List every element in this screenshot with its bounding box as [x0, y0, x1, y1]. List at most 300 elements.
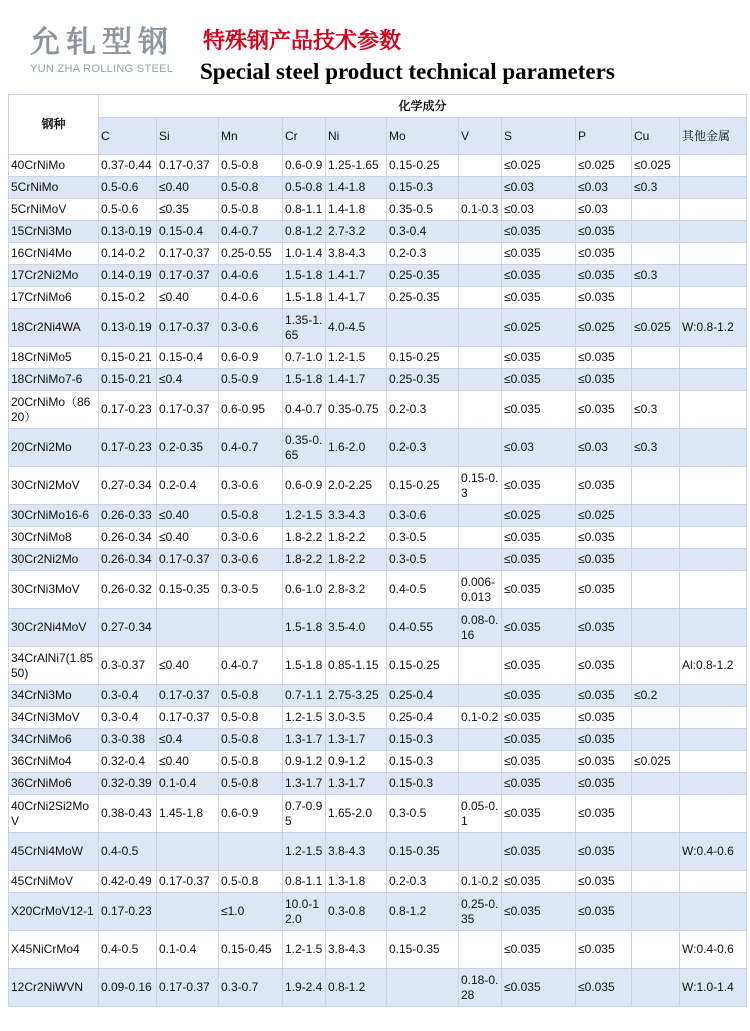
value-cell: 1.4-1.7 [326, 265, 387, 287]
table-row [9, 707, 747, 729]
value-cell: 0.35-0.5 [387, 199, 459, 221]
value-cell: ≤0.40 [157, 527, 219, 549]
column-header: Cr [283, 118, 326, 155]
value-cell: 0.5-0.8 [219, 199, 283, 221]
value-cell: 1.9-2.4 [283, 969, 326, 1007]
value-cell [680, 177, 747, 199]
value-cell: 0.15-0.45 [219, 931, 283, 969]
value-cell [632, 773, 680, 795]
value-cell: ≤0.035 [576, 527, 632, 549]
value-cell: 0.5-0.8 [219, 505, 283, 527]
value-cell: 0.5-0.8 [219, 685, 283, 707]
column-header: Mo [387, 118, 459, 155]
value-cell: ≤0.035 [502, 243, 576, 265]
grade-cell: 36CrNiMo4 [9, 751, 99, 773]
grade-cell: 40CrNi2Si2MoV [9, 795, 99, 833]
table-row [9, 199, 747, 221]
grade-cell: 34CrNiMo6 [9, 729, 99, 751]
value-cell: 2.7-3.2 [326, 221, 387, 243]
value-cell: ≤0.035 [502, 549, 576, 571]
value-cell: 0.25-0.4 [387, 685, 459, 707]
value-cell: 2.0-2.25 [326, 467, 387, 505]
value-cell: 0.17-0.37 [157, 243, 219, 265]
value-cell: ≤0.35 [157, 199, 219, 221]
value-cell: 0.17-0.23 [99, 893, 157, 931]
column-header: Ni [326, 118, 387, 155]
value-cell: 0.27-0.34 [99, 467, 157, 505]
grade-cell: 30Cr2Ni4MoV [9, 609, 99, 647]
value-cell [459, 265, 502, 287]
value-cell: ≤0.035 [576, 871, 632, 893]
value-cell: 0.6-0.9 [219, 347, 283, 369]
value-cell: ≤0.035 [502, 969, 576, 1007]
value-cell [157, 609, 219, 647]
value-cell [632, 199, 680, 221]
column-header: P [576, 118, 632, 155]
value-cell: ≤0.035 [576, 729, 632, 751]
value-cell: 0.15-0.35 [387, 931, 459, 969]
value-cell: ≤0.035 [502, 287, 576, 309]
value-cell: 0.3-0.38 [99, 729, 157, 751]
grade-cell: 12Cr2NiWVN [9, 969, 99, 1007]
grade-cell: 30CrNi2MoV [9, 467, 99, 505]
value-cell: 0.2-0.3 [387, 429, 459, 467]
value-cell: ≤0.025 [576, 505, 632, 527]
value-cell: 1.2-1.5 [283, 931, 326, 969]
table-row [9, 647, 747, 685]
grade-cell: X45NiCrMo4 [9, 931, 99, 969]
value-cell: 0.4-0.7 [219, 429, 283, 467]
value-cell: 10.0-12.0 [283, 893, 326, 931]
value-cell: 0.9-1.2 [283, 751, 326, 773]
value-cell: 0.3-0.6 [387, 505, 459, 527]
value-cell: 0.8-1.1 [283, 871, 326, 893]
grade-cell: 16CrNi4Mo [9, 243, 99, 265]
value-cell: 3.0-3.5 [326, 707, 387, 729]
value-cell: 1.4-1.7 [326, 287, 387, 309]
value-cell: ≤0.035 [576, 707, 632, 729]
value-cell: ≤0.035 [576, 243, 632, 265]
value-cell [680, 467, 747, 505]
value-cell [680, 527, 747, 549]
value-cell: 0.15-0.21 [99, 347, 157, 369]
value-cell: 0.15-0.3 [387, 751, 459, 773]
value-cell: ≤0.40 [157, 287, 219, 309]
value-cell: 0.17-0.23 [99, 391, 157, 429]
value-cell: 0.15-0.3 [459, 467, 502, 505]
value-cell: ≤0.035 [502, 221, 576, 243]
value-cell: 0.4-0.7 [219, 647, 283, 685]
grade-cell: 30CrNi3MoV [9, 571, 99, 609]
table-row [9, 347, 747, 369]
value-cell: 1.25-1.65 [326, 155, 387, 177]
value-cell [459, 527, 502, 549]
value-cell: 4.0-4.5 [326, 309, 387, 347]
value-cell: ≤0.035 [576, 265, 632, 287]
value-cell [680, 391, 747, 429]
value-cell [680, 685, 747, 707]
value-cell: ≤0.4 [157, 369, 219, 391]
value-cell [459, 309, 502, 347]
value-cell: 0.8-1.2 [326, 969, 387, 1007]
value-cell: ≤0.035 [576, 647, 632, 685]
value-cell: ≤0.03 [502, 199, 576, 221]
value-cell: 1.5-1.8 [283, 369, 326, 391]
value-cell: 0.32-0.39 [99, 773, 157, 795]
value-cell: 0.1-0.4 [157, 773, 219, 795]
table-row [9, 287, 747, 309]
value-cell: 0.14-0.19 [99, 265, 157, 287]
value-cell [459, 729, 502, 751]
value-cell: W:0.4-0.6 [680, 833, 747, 871]
value-cell: ≤0.035 [576, 467, 632, 505]
value-cell [387, 969, 459, 1007]
table-row [9, 527, 747, 549]
value-cell: 0.3-0.6 [219, 309, 283, 347]
value-cell [632, 729, 680, 751]
value-cell: 1.3-1.8 [326, 871, 387, 893]
value-cell: 1.6-2.0 [326, 429, 387, 467]
value-cell: 3.3-4.3 [326, 505, 387, 527]
value-cell: 0.8-1.2 [387, 893, 459, 931]
value-cell: 0.8-1.2 [283, 221, 326, 243]
value-cell: W:0.4-0.6 [680, 931, 747, 969]
value-cell: ≤0.03 [502, 177, 576, 199]
value-cell: 1.5-1.8 [283, 287, 326, 309]
value-cell: 0.17-0.23 [99, 429, 157, 467]
value-cell [459, 833, 502, 871]
value-cell [680, 751, 747, 773]
grade-cell: 20CrNiMo（8620） [9, 391, 99, 429]
grade-cell: 45CrNi4MoW [9, 833, 99, 871]
value-cell: 3.8-4.3 [326, 931, 387, 969]
value-cell: 1.45-1.8 [157, 795, 219, 833]
value-cell: 0.3-0.4 [387, 221, 459, 243]
table-row [9, 751, 747, 773]
value-cell: 1.4-1.8 [326, 177, 387, 199]
value-cell: ≤0.035 [576, 795, 632, 833]
table-container [8, 94, 746, 1007]
value-cell: 0.15-0.4 [157, 347, 219, 369]
value-cell: ≤1.0 [219, 893, 283, 931]
value-cell: 1.35-1.65 [283, 309, 326, 347]
value-cell: ≤0.3 [632, 177, 680, 199]
value-cell: 0.3-0.6 [219, 549, 283, 571]
value-cell: 0.14-0.2 [99, 243, 157, 265]
value-cell [632, 647, 680, 685]
value-cell [459, 429, 502, 467]
value-cell: 1.3-1.7 [283, 773, 326, 795]
value-cell [632, 795, 680, 833]
value-cell: 0.25-0.35 [387, 287, 459, 309]
value-cell: 0.3-0.37 [99, 647, 157, 685]
value-cell: 0.7-1.1 [283, 685, 326, 707]
value-cell [632, 931, 680, 969]
value-cell [632, 467, 680, 505]
value-cell [219, 609, 283, 647]
value-cell [632, 571, 680, 609]
column-header: Mn [219, 118, 283, 155]
table-row [9, 795, 747, 833]
value-cell: 0.7-0.95 [283, 795, 326, 833]
table-row [9, 309, 747, 347]
table-row [9, 969, 747, 1007]
grade-cell: 18CrNiMo7-6 [9, 369, 99, 391]
value-cell: ≤0.025 [502, 505, 576, 527]
value-cell [680, 893, 747, 931]
value-cell: ≤0.035 [502, 685, 576, 707]
value-cell: 0.17-0.37 [157, 707, 219, 729]
value-cell: ≤0.035 [576, 549, 632, 571]
table-row [9, 391, 747, 429]
table-row [9, 221, 747, 243]
value-cell [680, 871, 747, 893]
grade-cell: 30Cr2Ni2Mo [9, 549, 99, 571]
value-cell: 0.25-0.4 [387, 707, 459, 729]
grade-cell: 30CrNiMo16-6 [9, 505, 99, 527]
value-cell: 0.05-0.1 [459, 795, 502, 833]
value-cell: 0.3-0.8 [326, 893, 387, 931]
value-cell [459, 221, 502, 243]
value-cell: ≤0.035 [576, 287, 632, 309]
column-header: Cu [632, 118, 680, 155]
value-cell: 1.2-1.5 [283, 833, 326, 871]
value-cell: 1.3-1.7 [326, 729, 387, 751]
value-cell: 0.2-0.3 [387, 243, 459, 265]
value-cell: 0.5-0.8 [219, 707, 283, 729]
value-cell: 0.15-0.4 [157, 221, 219, 243]
value-cell [680, 155, 747, 177]
value-cell: 0.3-0.7 [219, 969, 283, 1007]
value-cell [459, 243, 502, 265]
value-cell: 0.4-0.5 [99, 931, 157, 969]
value-cell: 0.17-0.37 [157, 155, 219, 177]
value-cell: ≤0.035 [502, 527, 576, 549]
value-cell: 0.3-0.5 [387, 795, 459, 833]
value-cell: 0.27-0.34 [99, 609, 157, 647]
value-cell [219, 833, 283, 871]
value-cell: 0.26-0.32 [99, 571, 157, 609]
table-row [9, 773, 747, 795]
value-cell [632, 287, 680, 309]
composition-table [8, 94, 747, 1007]
value-cell: 0.17-0.37 [157, 391, 219, 429]
value-cell [157, 833, 219, 871]
value-cell: 2.8-3.2 [326, 571, 387, 609]
value-cell [632, 221, 680, 243]
grade-cell: 18CrNiMo5 [9, 347, 99, 369]
value-cell: 0.15-0.3 [387, 773, 459, 795]
value-cell: 1.5-1.8 [283, 647, 326, 685]
value-cell [632, 549, 680, 571]
value-cell: ≤0.035 [502, 893, 576, 931]
value-cell [680, 609, 747, 647]
value-cell: 0.09-0.16 [99, 969, 157, 1007]
value-cell: 0.3-0.5 [219, 571, 283, 609]
value-cell: 0.2-0.3 [387, 391, 459, 429]
grade-cell: 20CrNi2Mo [9, 429, 99, 467]
value-cell: ≤0.025 [632, 155, 680, 177]
value-cell: 0.15-0.25 [387, 155, 459, 177]
value-cell: ≤0.03 [576, 177, 632, 199]
grade-cell: 17CrNiMo6 [9, 287, 99, 309]
grade-cell: 18Cr2Ni4WA [9, 309, 99, 347]
table-row [9, 467, 747, 505]
page-title-en: Special steel product technical parameters [200, 59, 615, 84]
value-cell [632, 369, 680, 391]
table-row [9, 243, 747, 265]
value-cell: ≤0.035 [576, 369, 632, 391]
grade-cell: 34CrNi3MoV [9, 707, 99, 729]
value-cell: 0.6-0.9 [283, 467, 326, 505]
value-cell [459, 773, 502, 795]
value-cell: 0.6-0.9 [283, 155, 326, 177]
value-cell: 1.0-1.4 [283, 243, 326, 265]
value-cell [680, 287, 747, 309]
value-cell: ≤0.035 [502, 707, 576, 729]
value-cell: ≤0.3 [632, 391, 680, 429]
value-cell: 0.25-0.35 [387, 369, 459, 391]
value-cell: 0.6-0.9 [219, 795, 283, 833]
value-cell: 0.15-0.3 [387, 729, 459, 751]
value-cell: ≤0.035 [502, 871, 576, 893]
value-cell [459, 177, 502, 199]
value-cell: 0.8-1.1 [283, 199, 326, 221]
value-cell: 1.2-1.5 [283, 707, 326, 729]
value-cell [459, 685, 502, 707]
value-cell: 1.5-1.8 [283, 265, 326, 287]
value-cell: 0.15-0.21 [99, 369, 157, 391]
value-cell: 0.17-0.37 [157, 969, 219, 1007]
value-cell: 0.1-0.2 [459, 707, 502, 729]
value-cell: 0.3-0.4 [99, 685, 157, 707]
value-cell: 1.2-1.5 [326, 347, 387, 369]
column-header: C [99, 118, 157, 155]
value-cell: 0.15-0.35 [157, 571, 219, 609]
value-cell: 0.3-0.5 [387, 527, 459, 549]
value-cell: ≤0.035 [502, 751, 576, 773]
value-cell [459, 931, 502, 969]
value-cell: 0.006-0.013 [459, 571, 502, 609]
value-cell: 0.15-0.25 [387, 347, 459, 369]
column-header: Si [157, 118, 219, 155]
value-cell: 0.4-0.6 [219, 265, 283, 287]
value-cell: 0.17-0.37 [157, 265, 219, 287]
table-row [9, 893, 747, 931]
table-row [9, 369, 747, 391]
value-cell: 0.17-0.37 [157, 309, 219, 347]
table-row [9, 177, 747, 199]
value-cell: 0.3-0.5 [387, 549, 459, 571]
table-row [9, 505, 747, 527]
value-cell: 0.85-1.15 [326, 647, 387, 685]
value-cell [680, 707, 747, 729]
value-cell [680, 729, 747, 751]
value-cell: ≤0.3 [632, 429, 680, 467]
value-cell: 0.6-1.0 [283, 571, 326, 609]
value-cell: 0.38-0.43 [99, 795, 157, 833]
value-cell: 0.17-0.37 [157, 685, 219, 707]
value-cell: ≤0.035 [576, 751, 632, 773]
value-cell: 0.42-0.49 [99, 871, 157, 893]
value-cell: ≤0.035 [502, 609, 576, 647]
grade-cell: 45CrNiMoV [9, 871, 99, 893]
value-cell [632, 833, 680, 871]
grade-cell: 34CrAlNi7(1.8550) [9, 647, 99, 685]
value-cell: ≤0.025 [502, 309, 576, 347]
value-cell [680, 505, 747, 527]
value-cell [680, 199, 747, 221]
value-cell: ≤0.035 [502, 369, 576, 391]
value-cell [680, 369, 747, 391]
value-cell [632, 609, 680, 647]
value-cell: ≤0.40 [157, 647, 219, 685]
value-cell [459, 391, 502, 429]
value-cell: ≤0.035 [576, 893, 632, 931]
grade-cell: 17Cr2Ni2Mo [9, 265, 99, 287]
value-cell: ≤0.035 [576, 833, 632, 871]
value-cell: 0.15-0.2 [99, 287, 157, 309]
value-cell: 0.5-0.8 [219, 773, 283, 795]
value-cell: ≤0.025 [632, 309, 680, 347]
value-cell: 1.3-1.7 [283, 729, 326, 751]
value-cell: ≤0.035 [502, 773, 576, 795]
grade-cell: X20CrMoV12-1 [9, 893, 99, 931]
value-cell: W:0.8-1.2 [680, 309, 747, 347]
value-cell [680, 429, 747, 467]
value-cell: ≤0.025 [576, 309, 632, 347]
value-cell: 0.6-0.95 [219, 391, 283, 429]
composition-group-header: 化学成分 [99, 95, 747, 118]
value-cell: 0.5-0.6 [99, 177, 157, 199]
value-cell: 0.4-0.55 [387, 609, 459, 647]
value-cell: ≤0.035 [502, 467, 576, 505]
value-cell: W:1.0-1.4 [680, 969, 747, 1007]
value-cell: 0.1-0.4 [157, 931, 219, 969]
value-cell [459, 751, 502, 773]
value-cell: 0.15-0.25 [387, 647, 459, 685]
value-cell: ≤0.025 [632, 751, 680, 773]
value-cell: 1.8-2.2 [326, 549, 387, 571]
column-header: V [459, 118, 502, 155]
value-cell: Al:0.8-1.2 [680, 647, 747, 685]
value-cell: 0.4-0.5 [387, 571, 459, 609]
grade-cell: 30CrNiMo8 [9, 527, 99, 549]
value-cell: 0.15-0.25 [387, 467, 459, 505]
grade-cell: 5CrNiMoV [9, 199, 99, 221]
value-cell [632, 347, 680, 369]
value-cell: 0.3-0.4 [99, 707, 157, 729]
value-cell: ≤0.2 [632, 685, 680, 707]
value-cell: 3.8-4.3 [326, 833, 387, 871]
value-cell [459, 549, 502, 571]
value-cell: ≤0.03 [576, 199, 632, 221]
value-cell: 0.25-0.55 [219, 243, 283, 265]
value-cell [680, 549, 747, 571]
value-cell: 0.5-0.8 [219, 177, 283, 199]
value-cell: 0.5-0.8 [219, 871, 283, 893]
value-cell: 0.26-0.34 [99, 549, 157, 571]
value-cell: 0.25-0.35 [387, 265, 459, 287]
table-row [9, 729, 747, 751]
value-cell: ≤0.035 [502, 833, 576, 871]
value-cell: ≤0.035 [576, 571, 632, 609]
value-cell: 0.5-0.8 [219, 751, 283, 773]
value-cell [459, 505, 502, 527]
value-cell: 0.37-0.44 [99, 155, 157, 177]
grade-cell: 36CrNiMo6 [9, 773, 99, 795]
value-cell: 0.1-0.2 [459, 871, 502, 893]
